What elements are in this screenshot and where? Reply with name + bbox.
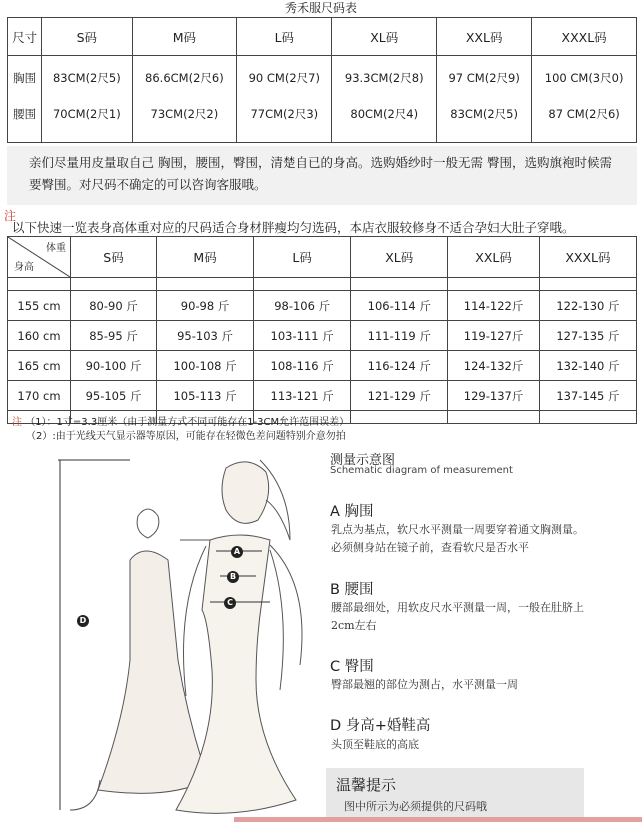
- chest-value: 97 CM(2尺9): [448, 71, 520, 85]
- weight-cell: 114-122斤: [448, 291, 540, 321]
- header-cell: XL码: [351, 237, 448, 278]
- measure-subtitle: Schematic diagram of measurement: [330, 465, 513, 476]
- hip-description: [331, 676, 518, 694]
- marker-d: D: [77, 615, 89, 627]
- height-weight-table: [7, 236, 637, 424]
- desc-line: 乳点为基点，软尺水平测量一周要穿着通文胸测量。: [331, 523, 584, 536]
- row-label-waist: 腰围: [13, 107, 37, 121]
- measure-advice-note: 亲们尽量用皮量取自己 胸围，腰围，臀围，清楚自已的身高。选购婚纱时一般无需 臀围，选购旗袍时候需要臀围。对尺码不确定的可以咨询客服哦。: [7, 146, 637, 205]
- table-row: [8, 381, 637, 411]
- row-label-chest: 胸围: [13, 71, 37, 85]
- weight-cell: 132-140 斤: [539, 351, 636, 381]
- weight-cell: 113-121 斤: [254, 381, 351, 411]
- header-cell: M码: [157, 237, 254, 278]
- footnote-1: （1）：1寸=3.3厘米（由于测量方式不同可能存在1-3CM允许范围误差）: [25, 417, 350, 428]
- size-table-body: [8, 56, 637, 143]
- height-cell: 160 cm: [8, 321, 71, 351]
- height-axis-label: 身高: [14, 262, 34, 273]
- size-table-header: [8, 18, 637, 56]
- marker-c: C: [224, 597, 236, 609]
- measure-title: 测量示意图: [330, 453, 396, 468]
- waist-description: [331, 599, 584, 635]
- header-cell: 尺寸: [8, 18, 42, 56]
- weight-cell: 124-132斤: [448, 351, 540, 381]
- marker-a: A: [231, 546, 243, 558]
- warm-tip-box: [326, 768, 584, 820]
- size-table: [7, 17, 637, 143]
- desc-line: 腰部最细处，用软皮尺水平测量一周，一般在肚脐上: [331, 601, 584, 614]
- table-row: [8, 351, 637, 381]
- header-cell: XL码: [332, 18, 437, 56]
- table-row: [8, 291, 637, 321]
- desc-line: 2cm左右: [331, 619, 377, 632]
- chest-description: [331, 521, 584, 557]
- weight-cell: 127-135 斤: [539, 321, 636, 351]
- weight-cell: 100-108 斤: [157, 351, 254, 381]
- weight-cell: 108-116 斤: [254, 351, 351, 381]
- height-cell: 165 cm: [8, 351, 71, 381]
- header-cell: S码: [42, 18, 132, 56]
- desc-line: 头顶至鞋底的高底: [331, 738, 419, 751]
- footnotes: [12, 416, 349, 444]
- header-cell: XXXL码: [532, 18, 637, 56]
- weight-cell: 116-124 斤: [351, 351, 448, 381]
- corner-cell: [8, 237, 71, 278]
- warm-tip-text: 图中所示为必须提供的尺码哦: [344, 800, 487, 813]
- waist-heading: B 腰围: [330, 582, 374, 598]
- header-cell: L码: [254, 237, 351, 278]
- quick-reference-note: 以下快速一览表身高体重对应的尺码适合身材胖瘦均匀选码，本店衣服较修身不适合孕妇大肚子穿哦。: [12, 220, 575, 235]
- chest-value: 100 CM(3尺0): [544, 71, 624, 85]
- weight-cell: 80-90 斤: [71, 291, 157, 321]
- height-cell: 170 cm: [8, 381, 71, 411]
- header-cell: M码: [132, 18, 237, 56]
- weight-cell: 98-106 斤: [254, 291, 351, 321]
- chest-value: 93.3CM(2尺8): [344, 71, 424, 85]
- chest-value: 90 CM(2尺7): [248, 71, 320, 85]
- table-row: [8, 321, 637, 351]
- height-heading: D 身高+婚鞋高: [330, 718, 431, 734]
- height-weight-header: [8, 237, 637, 278]
- weight-cell: 85-95 斤: [71, 321, 157, 351]
- weight-cell: 121-129 斤: [351, 381, 448, 411]
- warm-tip-title: 温馨提示: [336, 776, 397, 794]
- desc-line: 臀部最翘的部位为测占，水平测量一周: [331, 678, 518, 691]
- bottom-accent-bar: [234, 817, 642, 822]
- waist-value: 70CM(2尺1): [52, 107, 121, 121]
- header-cell: S码: [71, 237, 157, 278]
- chest-value: 86.6CM(2尺6): [145, 71, 224, 85]
- desc-line: 必须侧身站在镜子前，查看软尺是否水平: [331, 541, 529, 554]
- note-marker: 注: [4, 209, 17, 223]
- weight-cell: 111-119 斤: [351, 321, 448, 351]
- dress-sketch-illustration: [30, 450, 330, 820]
- weight-axis-label: 体重: [46, 243, 66, 254]
- weight-cell: 122-130 斤: [539, 291, 636, 321]
- header-cell: XXL码: [448, 237, 540, 278]
- weight-cell: 95-103 斤: [157, 321, 254, 351]
- weight-cell: 103-111 斤: [254, 321, 351, 351]
- chest-heading: A 胸围: [330, 504, 374, 520]
- height-description: [331, 736, 419, 754]
- weight-cell: 90-98 斤: [157, 291, 254, 321]
- weight-cell: 129-137斤: [448, 381, 540, 411]
- waist-value: 83CM(2尺5): [450, 107, 518, 121]
- height-cell: 155 cm: [8, 291, 71, 321]
- waist-value: 80CM(2尺4): [350, 107, 419, 121]
- weight-cell: 90-100 斤: [71, 351, 157, 381]
- waist-value: 73CM(2尺2): [150, 107, 219, 121]
- header-cell: XXL码: [437, 18, 532, 56]
- weight-cell: 95-105 斤: [71, 381, 157, 411]
- footnote-2: （2）:由于光线天气显示器等原因，可能存在轻微色差问题特别介意勿拍: [26, 431, 346, 442]
- weight-cell: 106-114 斤: [351, 291, 448, 321]
- marker-b: B: [227, 571, 239, 583]
- footnote-marker: 注: [12, 417, 22, 428]
- page-title: 秀禾服尺码表: [284, 1, 357, 15]
- waist-value: 87 CM(2尺6): [548, 107, 620, 121]
- hip-heading: C 臀围: [330, 659, 374, 675]
- weight-cell: 137-145 斤: [539, 381, 636, 411]
- weight-cell: 105-113 斤: [157, 381, 254, 411]
- chest-value: 83CM(2尺5): [52, 71, 121, 85]
- weight-cell: 119-127斤: [448, 321, 540, 351]
- waist-value: 77CM(2尺3): [250, 107, 319, 121]
- header-cell: L码: [237, 18, 332, 56]
- header-cell: XXXL码: [539, 237, 636, 278]
